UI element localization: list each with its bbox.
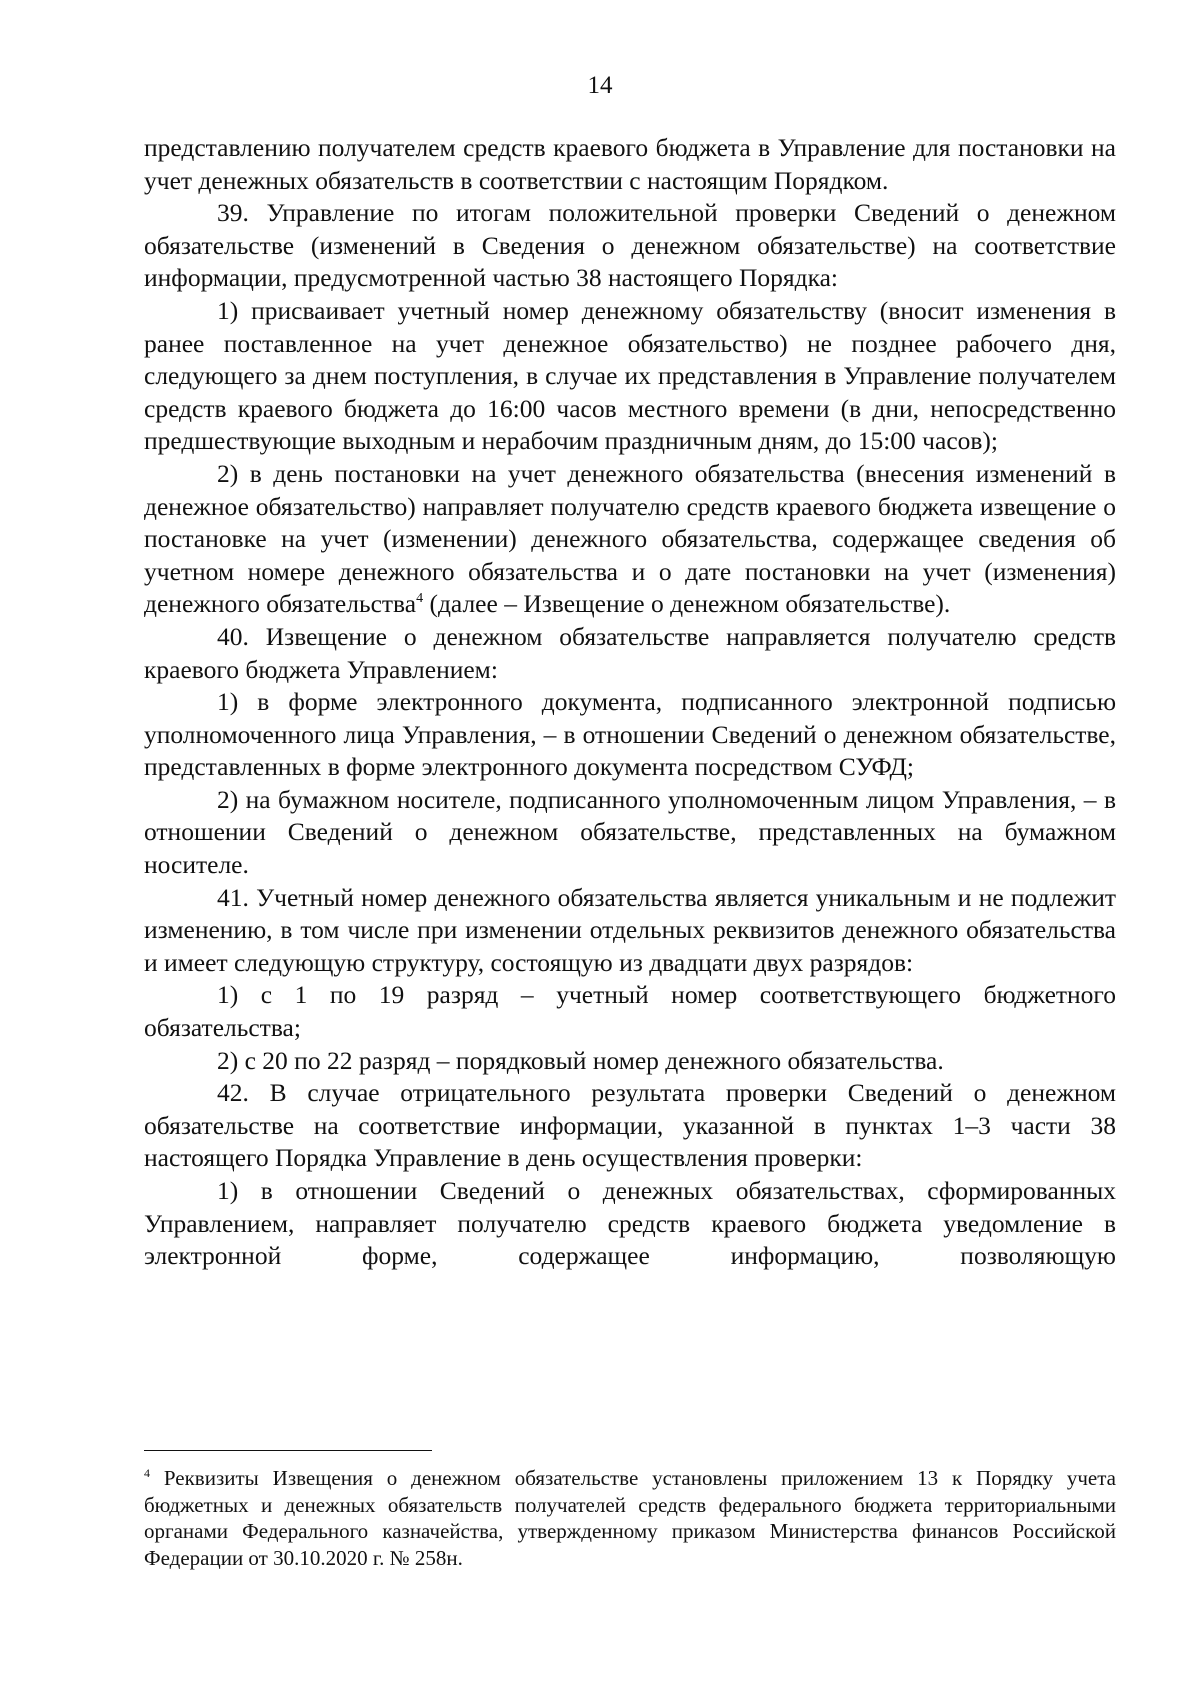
paragraph-40-item-1: 1) в форме электронного документа, подписанного электронной подписью уполномоченного лица Управления, – в отношении Сведений о денежном обязательстве, представленных в форме электронного документа посредством СУФД; [144,687,1116,782]
footnote-text: Реквизиты Извещения о денежном обязательстве установлены приложением 13 к Порядку учета бюджетных и денежных обязательств получателей средств федерального бюджета территориальными органами Федерального казначейства, утвержденному приказом Министерства финансов Российской Федерации от 30.10.2020 г. № 258н. [144,1466,1116,1570]
paragraph-39: 39. Управление по итогам положительной проверки Сведений о денежном обязательстве (изменений в Сведения о денежном обязательстве) на соответствие информации, предусмотренной частью 38 настоящего Порядка: [144,198,1116,293]
paragraph-39-item-2-text: 2) в день постановки на учет денежного обязательства (внесения изменений в денежное обязательство) направляет получателю средств краевого бюджета извещение о постановке на учет (изменении) денежного обязательства, содержащее сведения об учетном номере денежного обязательства и о дате постановки на учет (изменения) денежного обязательства [144,458,1116,619]
paragraph-39-item-1: 1) присваивает учетный номер денежному обязательству (вносит изменения в ранее поставленное на учет денежное обязательство) не позднее рабочего дня, следующего за днем поступления, в случае их представления в Управление получателем средств краевого бюджета до 16:00 часов местного времени (в дни, непосредственно предшествующие выходным и нерабочим праздничным дням, до 15:00 часов); [144,295,1116,456]
footnote-reference: 4 [416,591,424,607]
paragraph-40-item-2: 2) на бумажном носителе, подписанного уполномоченным лицом Управления, – в отношении Сведений о денежном обязательстве, представленных на бумажном носителе. [144,784,1116,880]
paragraph-42: 42. В случае отрицательного результата проверки Сведений о денежном обязательстве на соответствие информации, указанной в пунктах 1–3 части 38 настоящего Порядка Управление в день осуществления проверки: [144,1078,1116,1173]
footnote [144,1465,1116,1571]
page-number: 14 [587,72,613,99]
paragraph-41-item-1: 1) с 1 по 19 разряд – учетный номер соответствующего бюджетного обязательства; [144,980,1116,1043]
paragraph-42-item-1: 1) в отношении Сведений о денежных обязательствах, сформированных Управлением, направляет получателю средств краевого бюджета уведомление в электронной форме, содержащее информацию, позволяющую [144,1176,1116,1271]
document-body [144,132,1116,1273]
footnote-separator [144,1450,432,1451]
paragraph-39-item-2 [144,458,1116,621]
paragraph-41: 41. Учетный номер денежного обязательства является уникальным и не подлежит изменению, в том числе при изменении отдельных реквизитов денежного обязательства и имеет следующую структуру, состоящую из двадцати двух разрядов: [144,882,1116,977]
paragraph-41-item-2: 2) с 20 по 22 разряд – порядковый номер денежного обязательства. [217,1045,944,1075]
paragraph-40: 40. Извещение о денежном обязательстве направляется получателю средств краевого бюджета Управлением: [144,621,1116,684]
footnote-marker: 4 [144,1466,150,1480]
paragraph-39-item-2-tail: (далее – Извещение о денежном обязательстве). [423,589,951,619]
paragraph-continuation: представлению получателем средств краевого бюджета в Управление для постановки на учет денежных обязательств в соответствии с настоящим Порядком. [144,133,1116,195]
